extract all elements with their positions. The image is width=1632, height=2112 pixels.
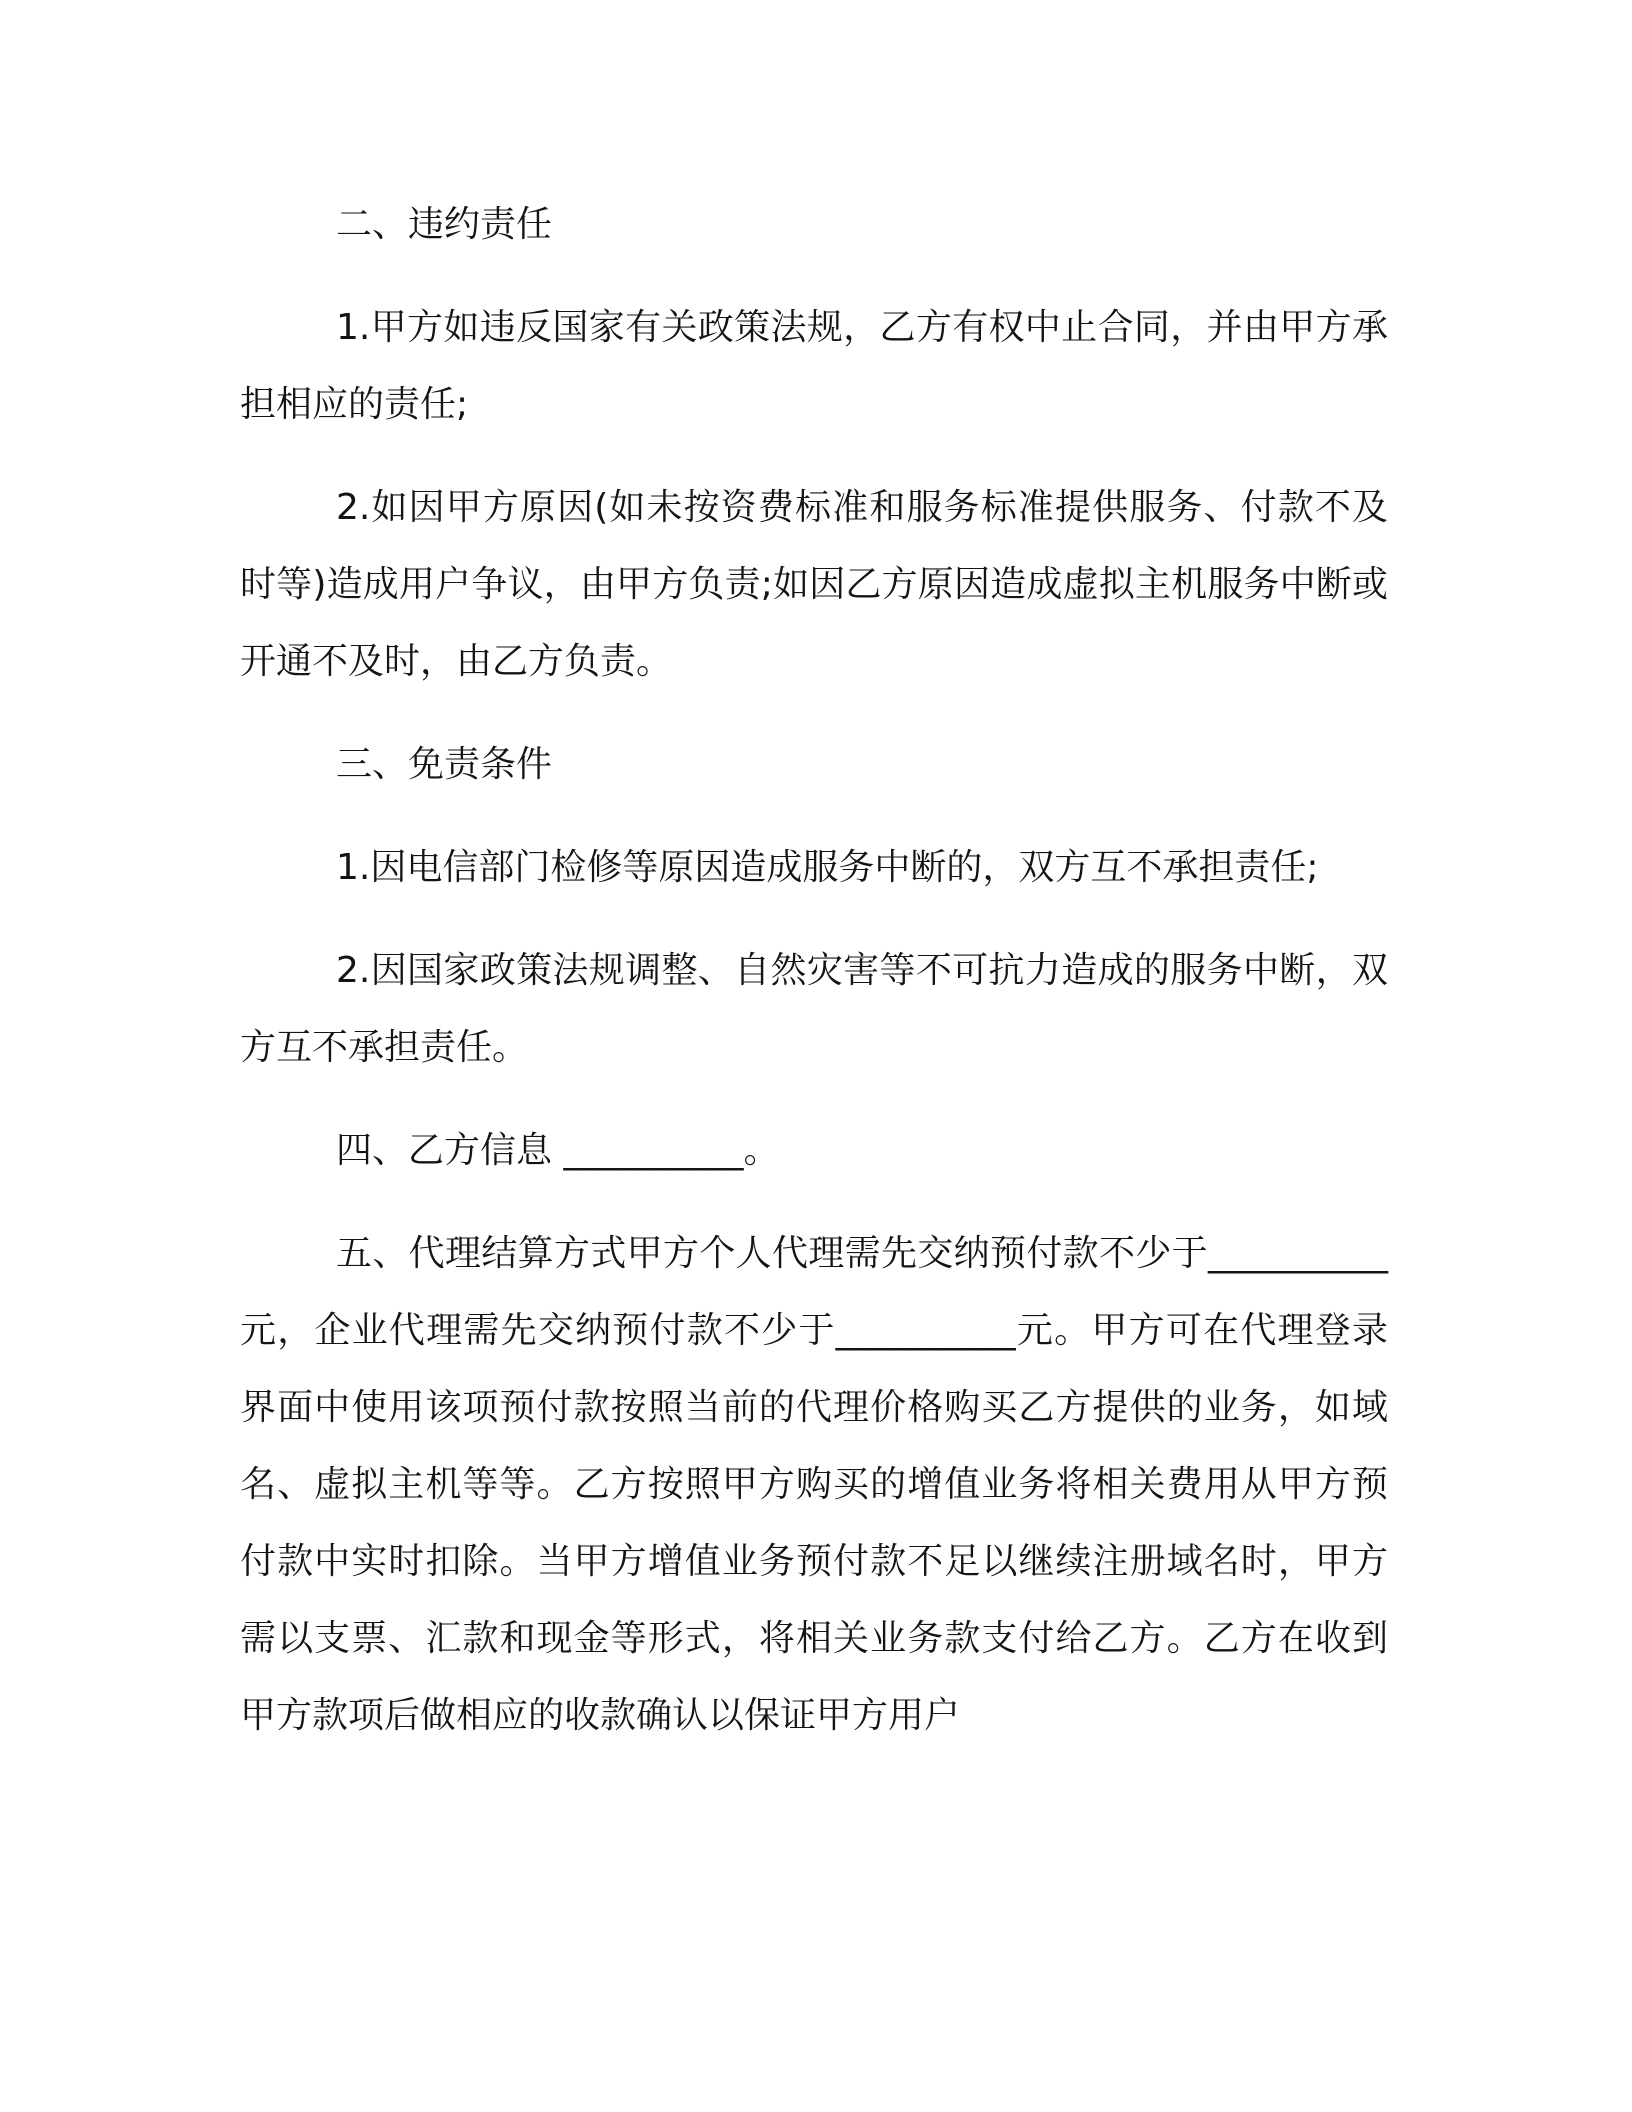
- section-heading-party-b-info: 四、乙方信息 __________。: [336, 1130, 780, 1171]
- clause-breach-2: 2.如因甲方原因(如未按资费标准和服务标准提供服务、付款不及时等)造成用户争议，由甲方负责;如因乙方原因造成虚拟主机服务中断或开通不及时，由乙方负责。: [240, 487, 1388, 682]
- section-heading-breach: 二、违约责任: [336, 204, 553, 245]
- clause-settlement: 五、代理结算方式甲方个人代理需先交纳预付款不少于__________元，企业代理需先交纳预付款不少于__________元。甲方可在代理登录界面中使用该项预付款按照当前的代理价格购买乙方提供的业务，如域名、虚拟主机等等。乙方按照甲方购买的增值业务将相关费用从甲方预付款中实时扣除。当甲方增值业务预付款不足以继续注册域名时，甲方需以支票、汇款和现金等形式，将相关业务款支付给乙方。乙方在收到甲方款项后做相应的收款确认以保证甲方用户: [240, 1233, 1388, 1736]
- document-body: [240, 186, 1388, 1754]
- clause-breach-1: 1.甲方如违反国家有关政策法规，乙方有权中止合同，并由甲方承担相应的责任;: [240, 307, 1388, 425]
- section-heading-exemption: 三、免责条件: [336, 744, 553, 785]
- clause-exemption-2: 2.因国家政策法规调整、自然灾害等不可抗力造成的服务中断，双方互不承担责任。: [240, 950, 1388, 1068]
- clause-exemption-1: 1.因电信部门检修等原因造成服务中断的，双方互不承担责任;: [336, 847, 1319, 888]
